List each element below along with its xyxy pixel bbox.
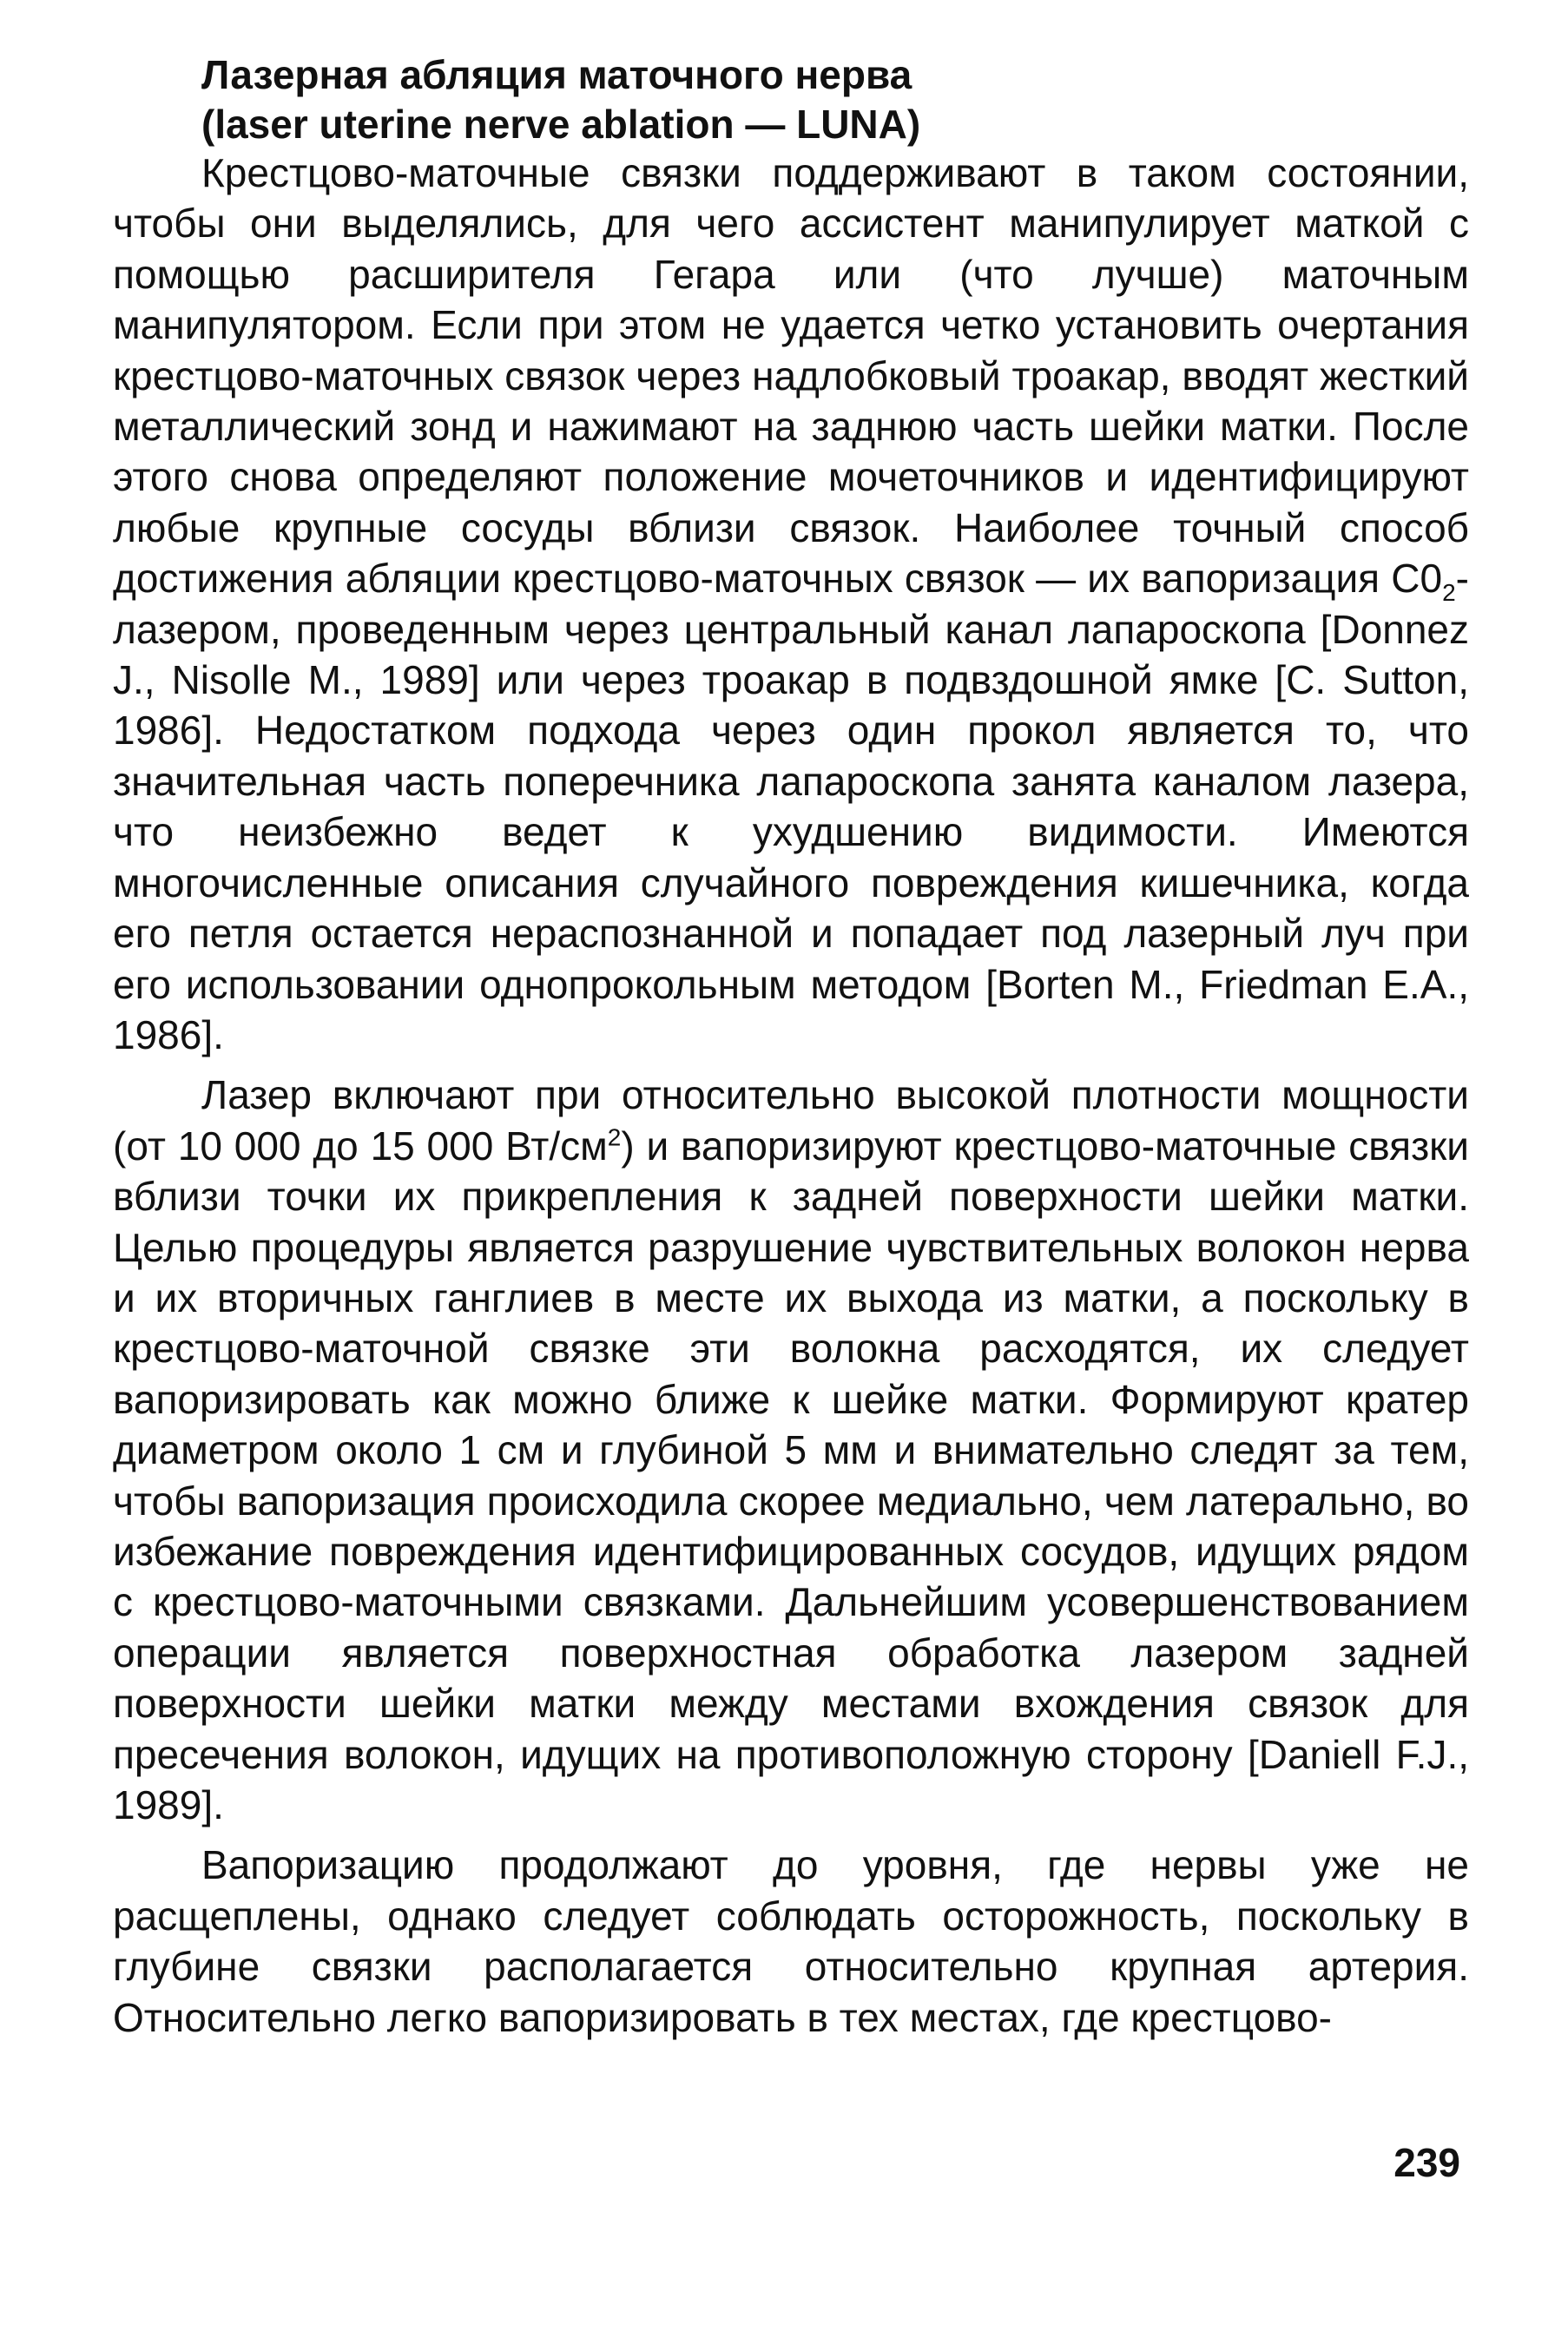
- body-text: [113, 148, 1469, 2043]
- paragraph-2: [113, 1070, 1469, 1830]
- page-number: 239: [1393, 2140, 1460, 2185]
- co2-subscript: 2: [1442, 579, 1456, 607]
- paragraph-1-part-a: Крестцово-маточные связки поддерживают в таком состоянии, чтобы они выделялись, для чего ассистент манипулирует маткой с помощью расширителя Гегара или (что лучше) маточным манипулятором. Если при этом не удается четко установить очертания крестцово-маточных связок через надлобковый троакар, вводят жесткий металлический зонд и нажимают на заднюю часть шейки матки. После этого снова определяют положение мочеточников и идентифицируют любые крупные сосуды вблизи связок. Наиболее точный способ достижения абляции крестцово-маточных связок — их вапоризация С0: [113, 150, 1469, 602]
- paragraph-3: Вапоризацию продолжают до уровня, где нервы уже не расщеплены, однако следует соблюдать осторожность, поскольку в глубине связки располагается относительно крупная артерия. Относительно легко вапоризировать в тех местах, где крестцово-: [113, 1842, 1469, 2040]
- cm2-superscript: 2: [607, 1123, 622, 1151]
- heading-line-english: (laser uterine nerve ablation — LUNA): [201, 102, 921, 147]
- heading-line-russian: Лазерная абляция маточного нерва: [201, 52, 912, 97]
- paragraph-2-part-a: Лазер включают при относительно высокой плотности мощности (от 10 000 до 15 000 Вт/см: [113, 1072, 1469, 1169]
- section-heading: [201, 50, 1469, 149]
- paragraph-1: [113, 148, 1469, 1060]
- paragraph-2-part-b: ) и вапоризируют крестцово-маточные связки вблизи точки их прикрепления к задней поверхности шейки матки. Целью процедуры является разрушение чувствительных волокон нерва и их вторичных ганглиев в месте их выхода из матки, а поскольку в крестцово-маточной связке эти волокна расходятся, их следует вапоризировать как можно ближе к шейке матки. Формируют кратер диаметром около 1 см и глубиной 5 мм и внимательно следят за тем, чтобы вапоризация происходила скорее медиально, чем латерально, во избежание повреждения идентифицированных сосудов, идущих рядом с крестцово-маточными связками. Дальнейшим усовершенствованием операции является поверхностная обработка лазером задней поверхности шейки матки между местами вхождения связок для пресечения волокон, идущих на противоположную сторону [Daniell F.J., 1989].: [113, 1123, 1469, 1827]
- paragraph-1-part-b: -лазером, проведенным через центральный канал лапароскопа [Donnez J., Nisolle M., 1989] или через троакар в подвздошной ямке [C. Sutton, 1986]. Недостатком подхода через один прокол является то, что значительная часть поперечника лапароскопа занята каналом лазера, что неизбежно ведет к ухудшению видимости. Имеются многочисленные описания случайного повреждения кишечника, когда его петля остается нераспознанной и попадает под лазерный луч при его использовании однопрокольным методом [Borten M., Friedman E.A., 1986].: [113, 556, 1469, 1057]
